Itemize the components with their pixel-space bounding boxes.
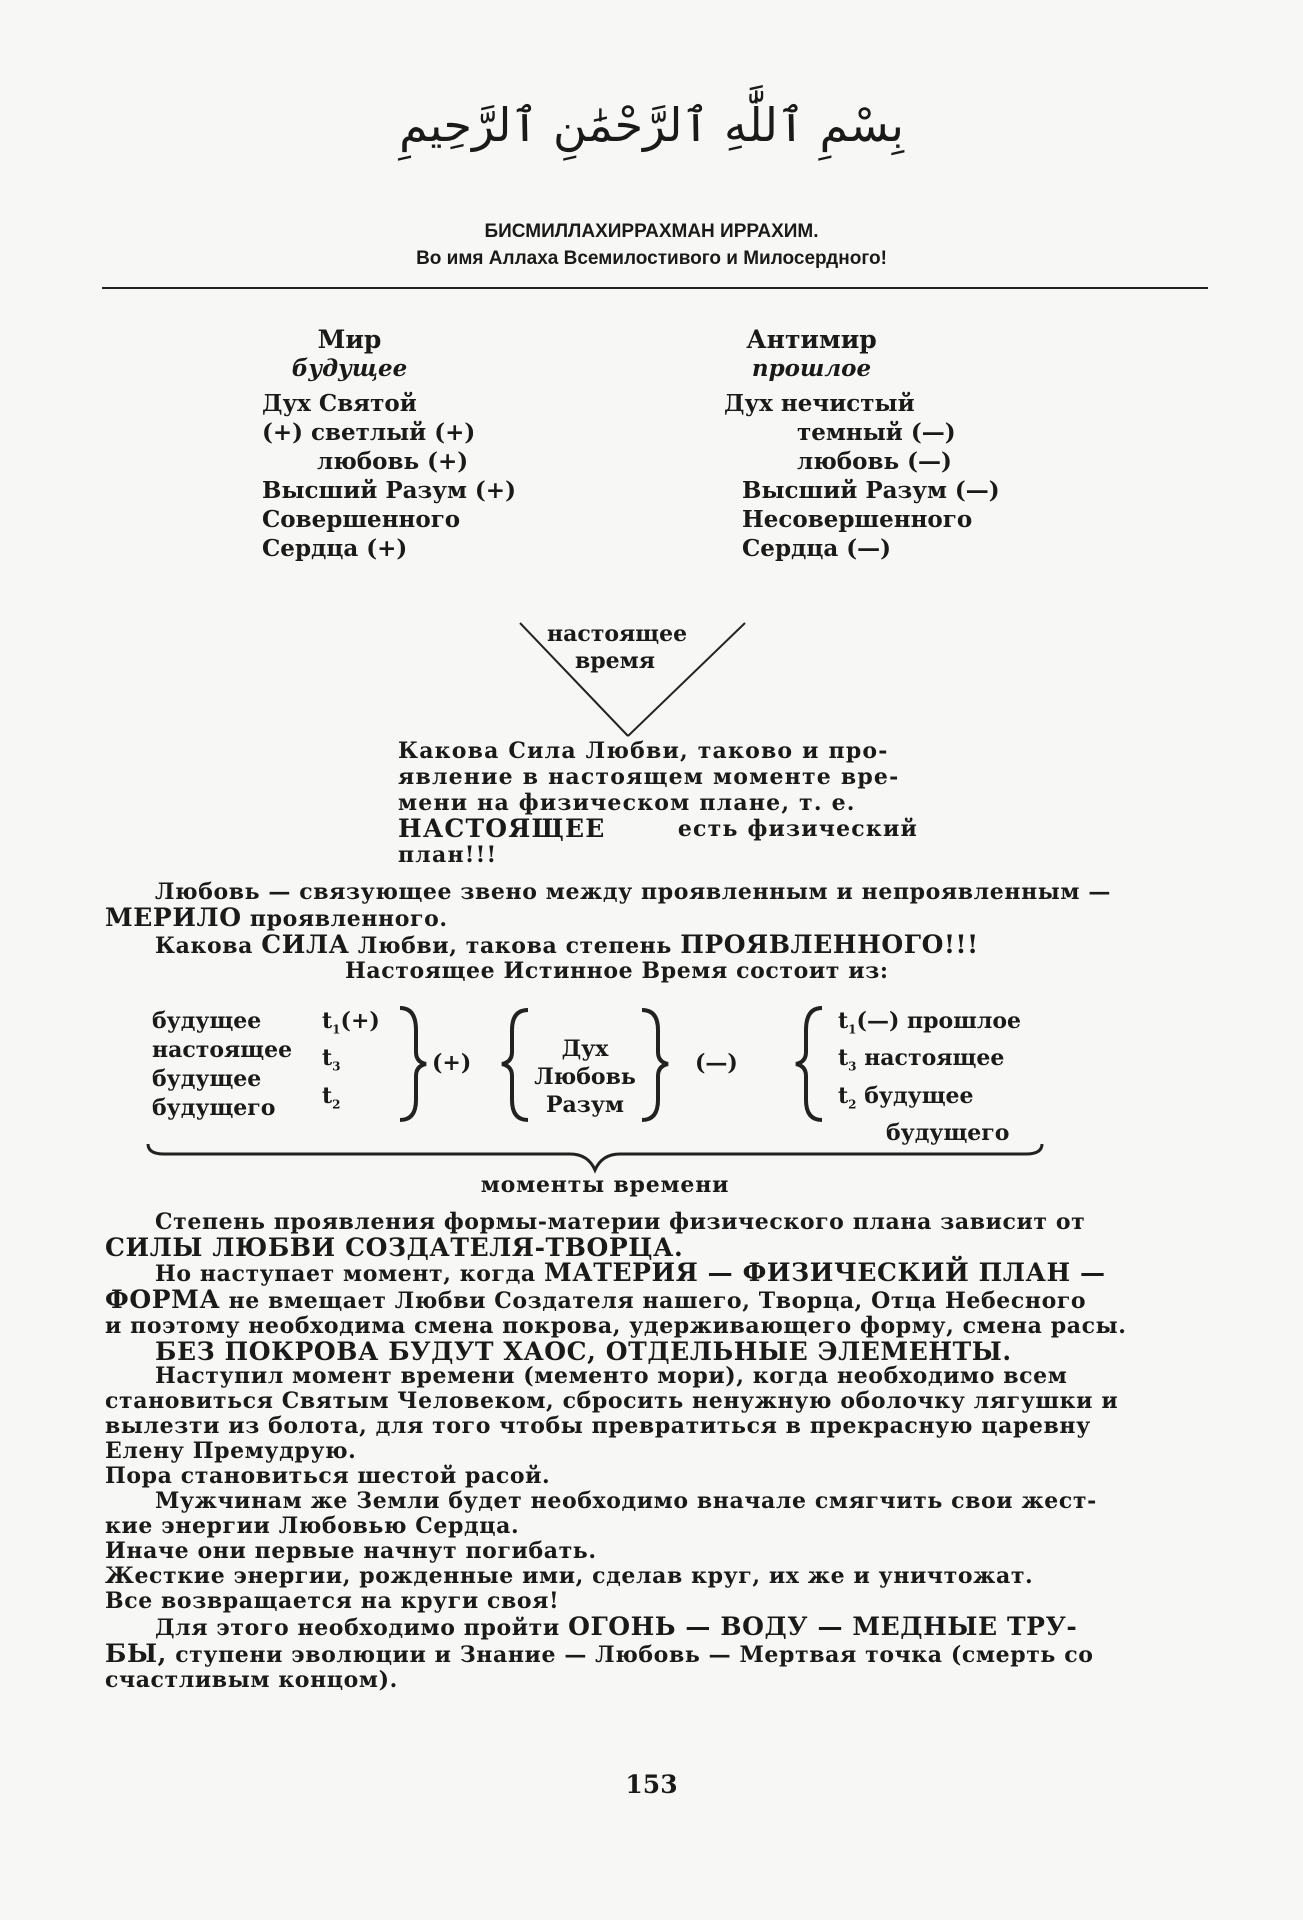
world-line: Дух Святой [262, 390, 417, 417]
formula-center-item: Разум [545, 1092, 625, 1118]
t-symbol: t [322, 1082, 333, 1109]
t-sign: (—) [856, 1008, 900, 1034]
antiworld-column [724, 325, 1064, 563]
t-subscript: 2 [848, 1097, 857, 1112]
t-symbol: t [838, 1082, 849, 1109]
love-line: проявленного. [249, 906, 448, 932]
body-line: Но наступает момент, когда [155, 1261, 536, 1287]
present-paragraph-line: мени на физическом плане, т. е. [398, 790, 856, 816]
world-subtitle: будущее [291, 355, 408, 382]
t-subscript: 3 [848, 1059, 857, 1074]
body-line: счастливым концом). [105, 1667, 398, 1693]
t-symbol: t [838, 1045, 849, 1072]
body-line: не вмещает Любви Создателя нашего, Творца, Отца Небесного [228, 1288, 1087, 1314]
present-caps: НАСТОЯЩЕЕ [398, 814, 606, 843]
body-line: Иначе они первые начнут погибать. [105, 1538, 597, 1564]
present-paragraph-line: есть физический [677, 816, 918, 842]
body-line: Мужчинам же Земли будет необходимо вначале смягчить свои жест- [155, 1488, 1097, 1514]
body-line: становиться Святым Человеком, сбросить ненужную оболочку лягушки и [105, 1388, 1119, 1414]
formula-center [525, 1035, 645, 1119]
body-line: ОГОНЬ — ВОДУ — МЕДНЫЕ ТРУ- [568, 1612, 1078, 1641]
t-symbol: t [322, 1045, 333, 1072]
header-subtitle: Во имя Аллаха Всемилостивого и Милосердного! [416, 248, 887, 269]
formula-label: будущее [864, 1082, 974, 1109]
world-line: Сердца (+) [262, 535, 408, 562]
love-line: Любви, такова степень [357, 933, 672, 959]
body-line: Для этого необходимо пройти [155, 1615, 560, 1641]
formula-label: будущее [152, 1008, 262, 1034]
present-paragraph-line: план!!! [398, 842, 498, 868]
body-line: Наступил момент времени (мементо мори), когда необходимо всем [155, 1363, 1068, 1389]
formula-label: настоящее [152, 1037, 293, 1063]
present-label-1: настоящее [547, 621, 688, 647]
love-caps: МЕРИЛО [105, 903, 242, 932]
love-line: Какова [155, 933, 253, 959]
world-line: Совершенного [262, 506, 461, 533]
world-line: Высший Разум (+) [262, 477, 516, 504]
bismillah-calligraphy: بِسْمِ ٱللَّٰهِ ٱلرَّحْمَٰنِ ٱلرَّحِيمِ [399, 98, 904, 152]
body-text [105, 1210, 1205, 1693]
body-line: ФОРМА [105, 1285, 221, 1314]
body-line: Степень проявления формы-материи физического плана зависит от [155, 1209, 1086, 1235]
t-subscript: 1 [848, 1022, 857, 1037]
header-rule [102, 287, 1208, 289]
body-line: СИЛЫ ЛЮБВИ СОЗДАТЕЛЯ-ТВОРЦА. [105, 1233, 684, 1262]
body-line: вылезти из болота, для того чтобы превратиться в прекрасную царевну [105, 1413, 1091, 1439]
t-sign: (+) [340, 1008, 380, 1034]
formula-label: настоящее [864, 1045, 1005, 1072]
t-symbol: t [322, 1008, 333, 1034]
body-line: и поэтому необходима смена покрова, удерживающего форму, смена расы. [105, 1313, 1127, 1339]
body-line: БЕЗ ПОКРОВА БУДУТ ХАОС, ОТДЕЛЬНЫЕ ЭЛЕМЕНТЫ. [155, 1337, 1012, 1366]
formula-center-item: Дух [561, 1036, 609, 1062]
present-paragraph-line: Какова Сила Любви, таково и про- [398, 738, 889, 764]
moments-caption: моменты времени [480, 1172, 730, 1198]
t-symbol: t [838, 1008, 849, 1034]
world-line: (+) светлый (+) [262, 419, 476, 446]
love-line: Настоящее Истинное Время состоит из: [345, 958, 889, 984]
body-line: ступени эволюции и Знание — Любовь — Мертвая точка (смерть со [175, 1642, 1094, 1668]
love-caps: ПРОЯВЛЕННОГО!!! [680, 930, 979, 959]
world-line: любовь (+) [317, 448, 469, 475]
body-line: БЫ, [105, 1639, 167, 1668]
formula-left-t [322, 1007, 380, 1119]
world-column [262, 325, 562, 563]
antiworld-subtitle: прошлое [751, 355, 872, 382]
formula-plus: (+) [432, 1050, 472, 1076]
body-line: МАТЕРИЯ — ФИЗИЧЕСКИЙ ПЛАН — [544, 1258, 1106, 1287]
world-title: Мир [317, 325, 382, 354]
love-paragraph [105, 880, 1205, 984]
header-title: БИСМИЛЛАХИРРАХМАН ИРРАХИМ. [484, 221, 819, 242]
present-paragraph-line: явление в настоящем моменте вре- [398, 764, 900, 790]
page-number: 153 [625, 1770, 678, 1799]
body-line: Все возвращается на круги своя! [105, 1588, 560, 1614]
formula-right [838, 1007, 1021, 1148]
t-subscript: 1 [332, 1022, 341, 1037]
body-line: кие энергии Любовью Сердца. [105, 1513, 520, 1539]
formula-label: будущего [886, 1120, 1010, 1147]
antiworld-line: темный (—) [797, 419, 956, 446]
formula-center-item: Любовь [534, 1064, 636, 1090]
formula-label: будущее [152, 1066, 262, 1092]
antiworld-line: Несовершенного [742, 506, 973, 533]
antiworld-title: Антимир [746, 325, 877, 354]
love-caps: СИЛА [261, 930, 350, 959]
t-subscript: 2 [332, 1097, 341, 1112]
love-line: Любовь — связующее звено между проявленным и непроявленным — [155, 879, 1112, 905]
present-paragraph [398, 738, 918, 868]
antiworld-line: Дух нечистый [724, 390, 915, 417]
present-label-2: время [575, 648, 656, 674]
formula-label: будущего [152, 1095, 276, 1121]
body-line: Жесткие энергии, рожденные ими, сделав круг, их же и уничтожат. [105, 1563, 1034, 1589]
formula-minus: (—) [695, 1050, 738, 1076]
body-line: Пора становиться шестой расой. [105, 1463, 551, 1489]
formula-label: прошлое [907, 1008, 1022, 1034]
antiworld-line: любовь (—) [797, 448, 952, 475]
t-subscript: 3 [332, 1059, 341, 1074]
antiworld-line: Сердца (—) [742, 535, 892, 562]
antiworld-line: Высший Разум (—) [742, 477, 1000, 504]
body-line: Елену Премудрую. [105, 1438, 357, 1464]
formula-left-labels [152, 1007, 292, 1123]
